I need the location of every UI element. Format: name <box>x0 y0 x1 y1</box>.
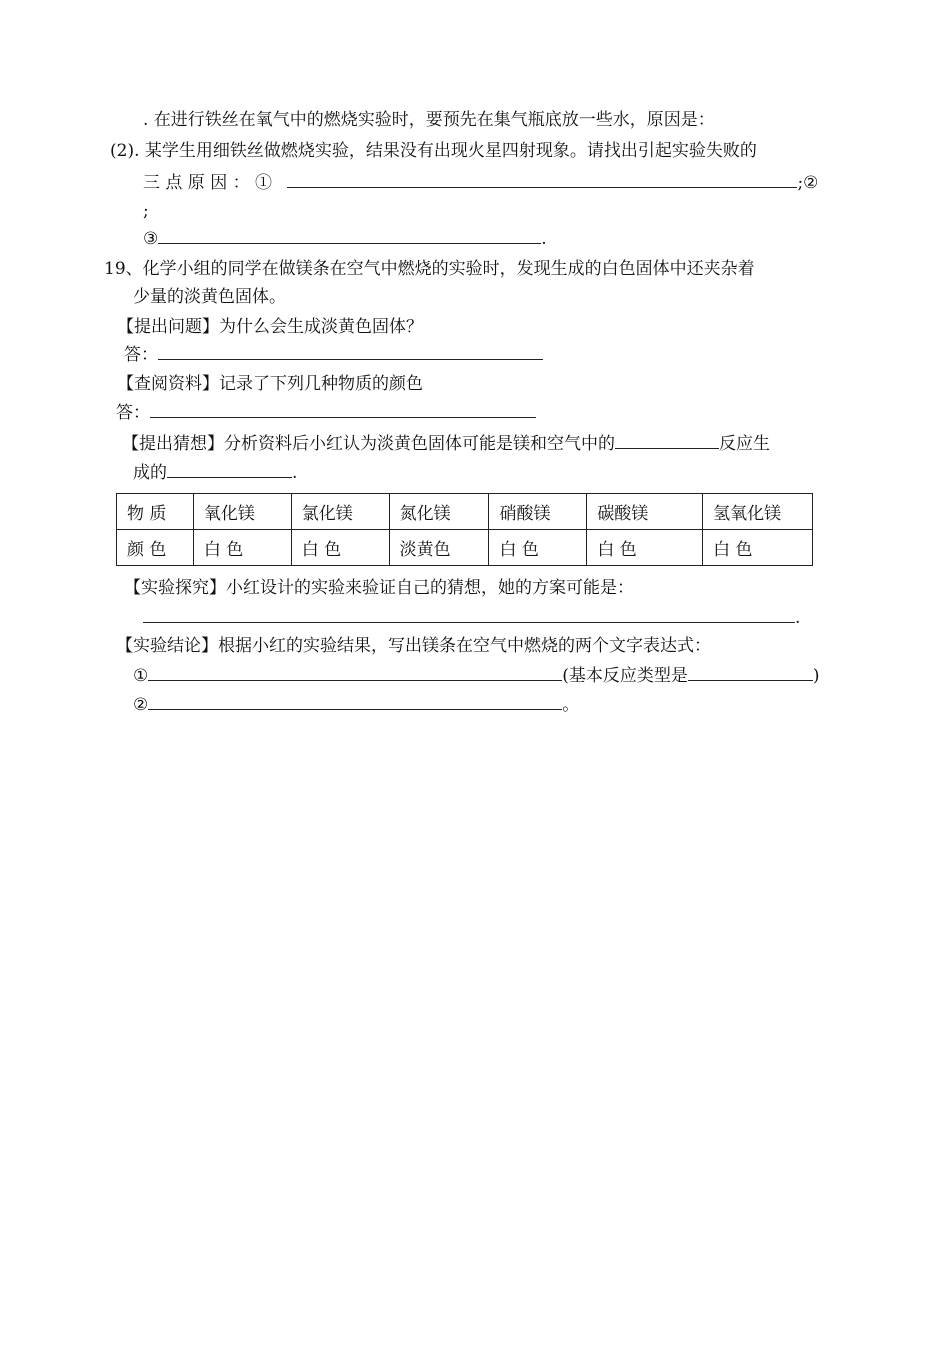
q18-reason3-blank[interactable] <box>158 227 541 244</box>
table-cell: 颜 色 <box>117 530 194 566</box>
q19-experiment-answer <box>143 606 800 629</box>
q19-conclusion: 【实验结论】根据小红的实验结果，写出镁条在空气中燃烧的两个文字表达式： <box>116 636 711 656</box>
table-cell: 氮化镁 <box>389 494 489 530</box>
q19-hypothesis-line1 <box>122 432 770 455</box>
q19-experiment-end: . <box>795 608 801 628</box>
q18-reason1-blank[interactable] <box>287 171 797 188</box>
q18-reason3-end: . <box>541 229 547 249</box>
q19-answer-label2: 答： <box>116 403 150 423</box>
table-cell: 氢氧化镁 <box>703 494 813 530</box>
q19-reaction-type-label: (基本反应类型是 <box>562 666 688 686</box>
table-cell: 碳酸镁 <box>587 494 703 530</box>
q19-hypothesis-end: . <box>292 463 298 483</box>
table-cell: 白 色 <box>489 530 587 566</box>
q18-reason3-marker: ③ <box>143 229 159 249</box>
q18-line3 <box>143 171 818 194</box>
q19-line2: 少量的淡黄色固体。 <box>133 287 286 307</box>
q19-equation2-blank[interactable] <box>148 693 562 710</box>
q18-reason-label: 三 点 原 因 ： ① <box>143 173 273 193</box>
q18-reason2-marker: ;② <box>797 173 819 193</box>
table-row-substance <box>117 494 813 530</box>
q19-equation1-line <box>133 664 820 687</box>
q19-line1: 19、化学小组的同学在做镁条在空气中燃烧的实验时，发现生成的白色固体中还夹杂着 <box>104 259 755 279</box>
table-cell: 白 色 <box>587 530 703 566</box>
substance-color-table <box>116 493 813 566</box>
q19-answer-blank2[interactable] <box>150 401 536 418</box>
table-cell: 硝酸镁 <box>489 494 587 530</box>
q19-answer-label: 答： <box>124 345 158 365</box>
q18-line2: (2). 某学生用细铁丝做燃烧实验，结果没有出现火星四射现象。请找出引起实验失败的 <box>110 141 757 161</box>
q18-line4 <box>143 200 149 222</box>
q19-hypothesis-text2: 反应生 <box>719 434 770 454</box>
q19-reaction-type-end: ) <box>812 666 820 686</box>
q19-answer-blank[interactable] <box>158 343 543 360</box>
q19-eq2-marker: ② <box>133 695 149 715</box>
q19-reference: 【查阅资料】记录了下列几种物质的颜色 <box>117 374 423 394</box>
q19-hypothesis-line2 <box>133 461 297 484</box>
q19-equation2-line <box>133 693 579 716</box>
q19-experiment: 【实验探究】小红设计的实验来验证自己的猜想，她的方案可能是： <box>124 578 634 598</box>
q19-answer-line <box>124 343 543 366</box>
table-cell: 氯化镁 <box>291 494 389 530</box>
q19-answer-line2 <box>116 401 536 424</box>
q19-eq1-marker: ① <box>133 666 149 686</box>
q19-experiment-blank[interactable] <box>143 606 795 623</box>
q19-question: 【提出问题】为什么会生成淡黄色固体？ <box>117 317 423 337</box>
q18-line1: . 在进行铁丝在氧气中的燃烧实验时，要预先在集气瓶底放一些水，原因是： <box>143 110 715 130</box>
q19-hypothesis-blank2[interactable] <box>167 461 292 478</box>
table-cell: 氧化镁 <box>193 494 291 530</box>
table-cell: 白 色 <box>703 530 813 566</box>
table-cell: 白 色 <box>193 530 291 566</box>
q18-line5 <box>143 227 547 250</box>
table-cell: 物 质 <box>117 494 194 530</box>
q19-hypothesis-blank1[interactable] <box>615 432 719 449</box>
q19-reaction-type-blank[interactable] <box>688 664 813 681</box>
table-cell: 白 色 <box>291 530 389 566</box>
q19-hypothesis-text: 【提出猜想】分析资料后小红认为淡黄色固体可能是镁和空气中的 <box>122 434 615 454</box>
q19-hypothesis-text3: 成的 <box>133 463 167 483</box>
q19-equation1-blank[interactable] <box>148 664 562 681</box>
table-row-color <box>117 530 813 566</box>
table-cell: 淡黄色 <box>389 530 489 566</box>
q18-reason2-end: ; <box>143 201 149 221</box>
q19-eq2-end: 。 <box>562 695 580 715</box>
